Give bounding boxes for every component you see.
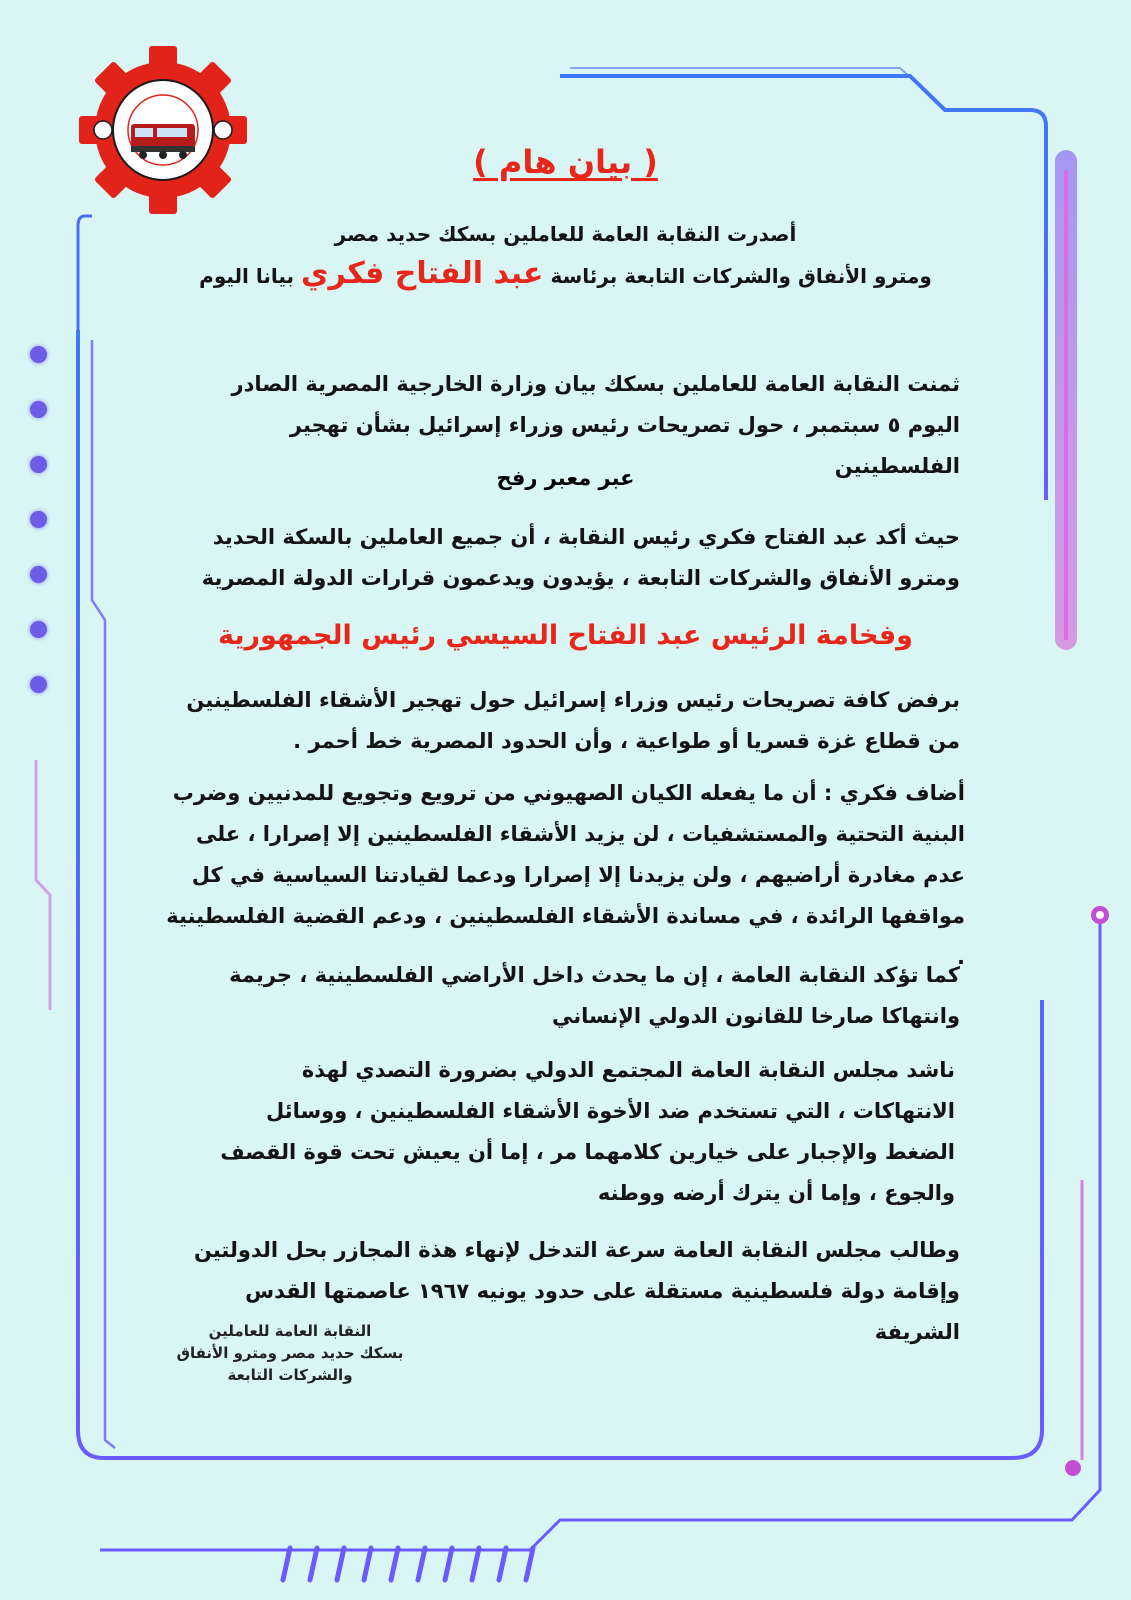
intro-before-name: ومترو الأنفاق والشركات التابعة برئاسة xyxy=(550,264,932,288)
intro-line-1: أصدرت النقابة العامة للعاملين بسكك حديد مصر xyxy=(334,222,797,246)
paragraph-2: حيث أكد عبد الفتاح فكري رئيس النقابة ، أن جميع العاملين بالسكة الحديد ومترو الأنفاق والشركات التابعة ، يؤيدون ويدعمون قرارات الدولة المصرية xyxy=(201,525,960,590)
paragraph-1-tail: عبر معبر رفح xyxy=(496,466,635,490)
signature-line-1: النقابة العامة للعاملين xyxy=(208,1322,372,1340)
decor-dot xyxy=(30,401,47,418)
signature xyxy=(165,1320,415,1386)
red-statement: وفخامة الرئيس عبد الفتاح السيسي رئيس الجمهورية xyxy=(218,620,913,651)
intro-line-2 xyxy=(0,256,1131,291)
president-name: عبد الفتاح فكري xyxy=(301,256,544,291)
decor-dot xyxy=(30,676,47,693)
decor-dot xyxy=(30,511,47,528)
decor-dot xyxy=(30,346,47,363)
paragraph-1: ثمنت النقابة العامة للعاملين بسكك بيان وزارة الخارجية المصرية الصادر اليوم ٥ سبتمبر ، حول تصريحات رئيس وزراء إسرائيل بشأن تهجير الفلسطينين xyxy=(231,372,960,478)
signature-line-2: بسكك حديد مصر ومترو الأنفاق xyxy=(176,1344,404,1362)
paragraph-6: ناشد مجلس النقابة العامة المجتمع الدولي بضرورة التصدي لهذة الانتهاكات ، التي تستخدم ضد الأخوة الأشقاء الفلسطينين ، ووسائل الضغط والإجبار على خيارين كلامهما مر ، إما أن يعيش تحت قوة القصف والجوع ، وإما أن يترك أرضه ووطنه xyxy=(220,1058,955,1205)
signature-line-3: والشركات التابعة xyxy=(227,1366,353,1384)
decor-dot xyxy=(30,566,47,583)
union-logo xyxy=(78,40,248,220)
intro-after-name: بيانا اليوم xyxy=(199,264,295,288)
paragraph-5: كما تؤكد النقابة العامة ، إن ما يحدث داخل الأراضي الفلسطينية ، جريمة وانتهاكا صارخا للقانون الدولي الإنساني xyxy=(229,963,960,1028)
paragraph-4: أضاف فكري : أن ما يفعله الكيان الصهيوني من ترويع وتجويع للمدنيين وضرب البنية التحتية والمستشفيات ، لن يزيد الأشقاء الفلسطينين إلا إصرارا ، على عدم مغادرة أراضيهم ، ولن يزيدنا إلا إصرارا ودعما لقيادتنا السياسية في كل مواقفها الرائدة ، في مساندة الأشقاء الفلسطينين ، ودعم القضية الفلسطينية . xyxy=(166,781,965,969)
paragraph-3: برفض كافة تصريحات رئيس وزراء إسرائيل حول تهجير الأشقاء الفلسطينين من قطاع غزة قسريا أو طواعية ، وأن الحدود المصرية خط أحمر . xyxy=(186,688,960,753)
page-title: ( بيان هام ) xyxy=(473,143,658,181)
paragraph-7: وطالب مجلس النقابة العامة سرعة التدخل لإنهاء هذة المجازر بحل الدولتين وإقامة دولة فلسطينية مستقلة على حدود يونيه ١٩٦٧ عاصمتها القدس الشريفة xyxy=(193,1238,960,1344)
